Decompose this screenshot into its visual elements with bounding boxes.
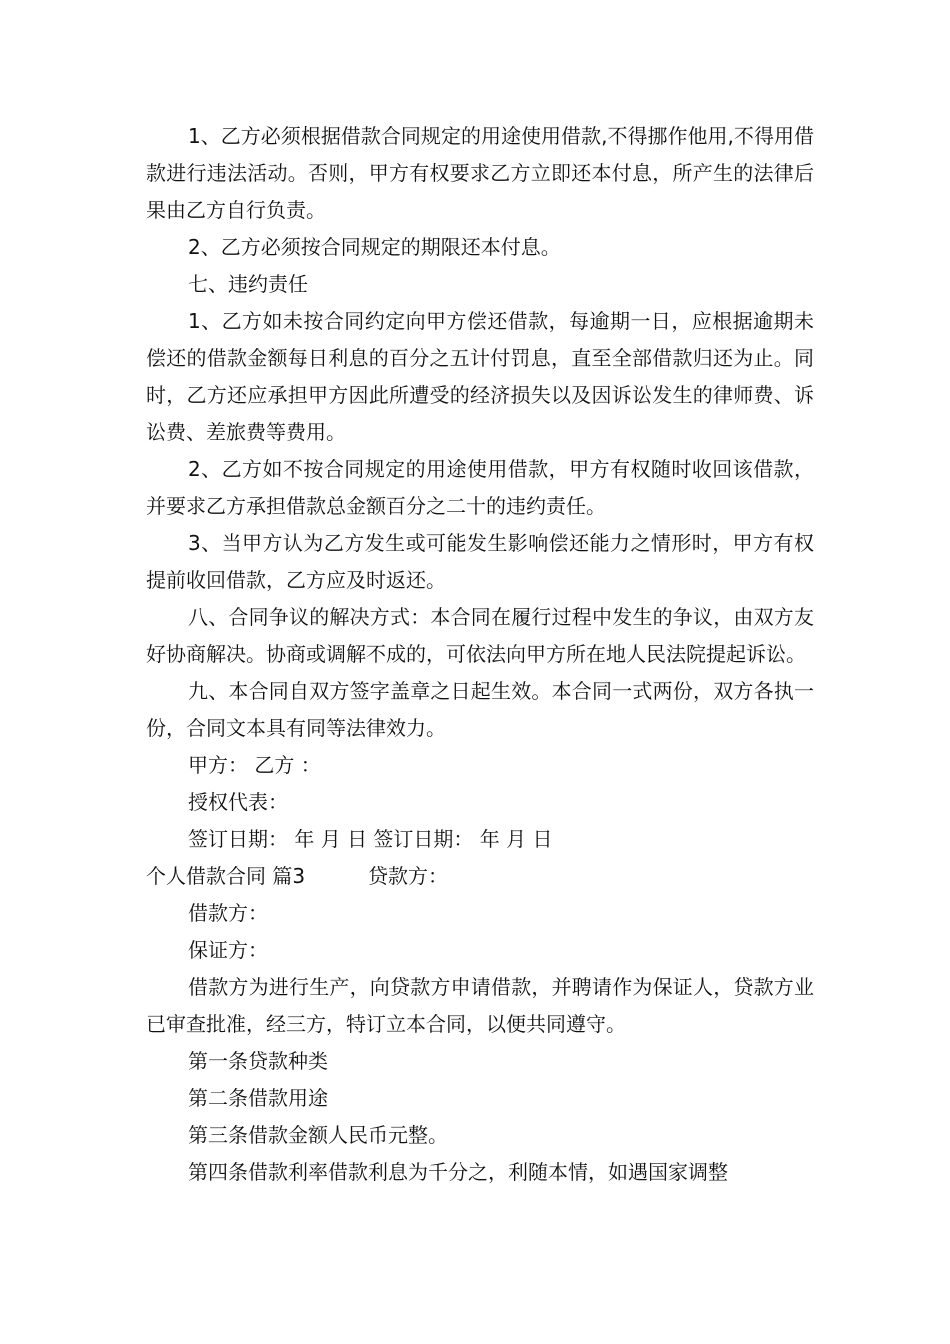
section-heading: 个人借款合同 篇3 <box>146 864 306 888</box>
paragraph: 1、乙方必须根据借款合同规定的用途使用借款,不得挪作他用,不得用借款进行违法活动。否则，甲方有权要求乙方立即还本付息，所产生的法律后果由乙方自行负责。 <box>146 124 814 222</box>
paragraph: 2、乙方必须按合同规定的期限还本付息。 <box>188 235 561 259</box>
article: 第三条借款金额人民币元整。 <box>188 1123 448 1147</box>
article: 第一条贷款种类 <box>188 1049 328 1073</box>
paragraph: 九、本合同自双方签字盖章之日起生效。本合同一式两份，双方各执一份，合同文本具有同等法律效力。 <box>146 679 814 740</box>
lender-label: 贷款方： <box>368 864 448 888</box>
contract-section-title <box>146 858 814 895</box>
section-heading: 七、违约责任 <box>188 272 308 296</box>
article: 第四条借款利率借款利息为千分之，利随本情，如遇国家调整 <box>188 1160 728 1184</box>
paragraph: 3、当甲方认为乙方发生或可能发生影响偿还能力之情形时，甲方有权提前收回借款，乙方应及时返还。 <box>146 531 814 592</box>
borrower-label: 借款方： <box>188 901 268 925</box>
authorized-representative: 授权代表： <box>188 790 288 814</box>
signing-date: 签订日期： 年 月 日 签订日期： 年 月 日 <box>188 827 553 851</box>
paragraph: 八、合同争议的解决方式：本合同在履行过程中发生的争议，由双方友好协商解决。协商或调解不成的，可依法向甲方所在地人民法院提起诉讼。 <box>146 605 814 666</box>
signature-parties: 甲方： 乙方 ： <box>188 753 321 777</box>
paragraph: 借款方为进行生产，向贷款方申请借款，并聘请作为保证人，贷款方业已审查批准，经三方，特订立本合同，以便共同遵守。 <box>146 975 814 1036</box>
paragraph: 1、乙方如未按合同约定向甲方偿还借款，每逾期一日，应根据逾期未偿还的借款金额每日利息的百分之五计付罚息，直至全部借款归还为止。同时，乙方还应承担甲方因此所遭受的经济损失以及因诉讼发生的律师费、诉讼费、差旅费等费用。 <box>146 309 814 444</box>
paragraph: 2、乙方如不按合同规定的用途使用借款，甲方有权随时收回该借款，并要求乙方承担借款总金额百分之二十的违约责任。 <box>146 457 814 518</box>
guarantor-label: 保证方： <box>188 938 268 962</box>
article: 第二条借款用途 <box>188 1086 328 1110</box>
document-page <box>146 118 814 1191</box>
